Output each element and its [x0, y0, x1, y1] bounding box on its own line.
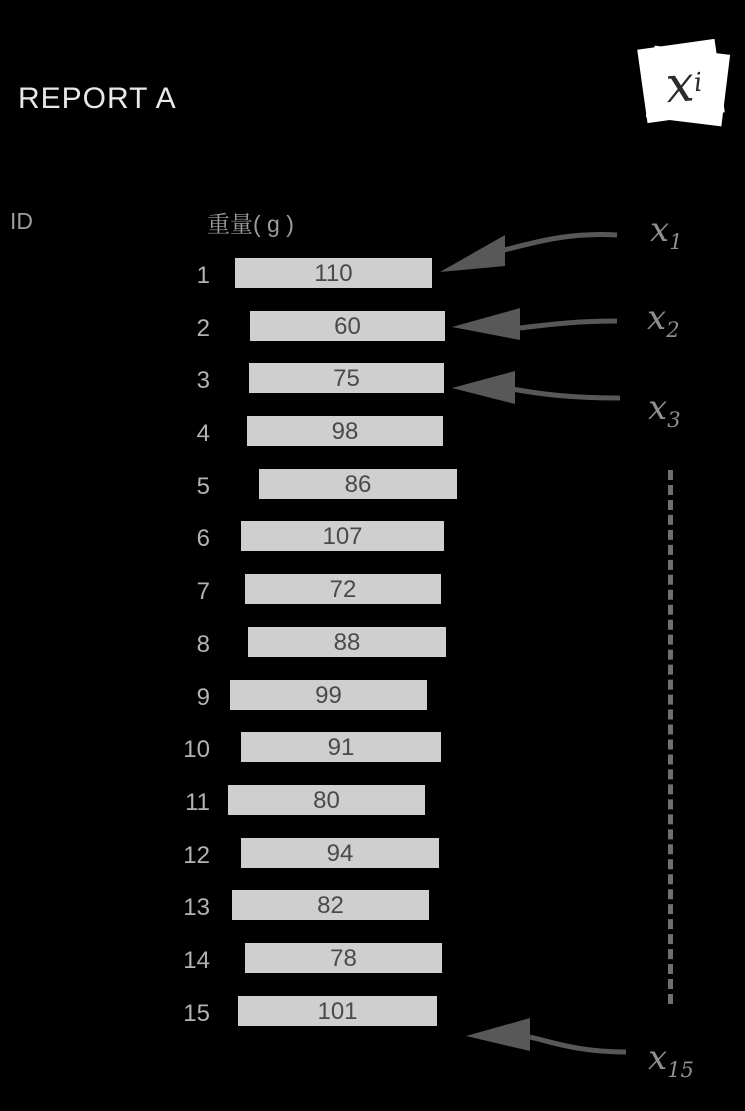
table-row	[0, 941, 745, 994]
table-row	[0, 994, 745, 1047]
bar	[259, 469, 457, 499]
bar-value: 80	[313, 786, 340, 814]
row-id: 8	[196, 630, 210, 658]
bar-value: 60	[334, 312, 361, 340]
table-row	[0, 309, 745, 362]
logo-glyph-sub: i	[692, 67, 704, 99]
bar-rows	[0, 256, 745, 1046]
bar-value: 78	[330, 944, 357, 972]
row-id: 9	[196, 683, 210, 711]
bar	[241, 732, 441, 762]
bar-value: 86	[344, 470, 372, 498]
table-row	[0, 730, 745, 783]
row-id: 7	[196, 578, 210, 606]
bar	[250, 311, 445, 341]
bar	[245, 574, 441, 604]
row-id: 6	[196, 525, 210, 553]
annotation-x1: $x_1$	[650, 210, 683, 254]
annotation-x3: $x_3$	[648, 388, 681, 432]
row-id: 15	[183, 999, 210, 1027]
bar	[238, 996, 437, 1026]
bar-value: 72	[329, 576, 357, 604]
table-row	[0, 361, 745, 414]
bar	[230, 680, 427, 710]
table-row	[0, 678, 745, 731]
annotation-x2: $x_2$	[647, 298, 680, 342]
bar-value: 101	[317, 997, 358, 1025]
logo-glyph	[635, 35, 733, 133]
logo-sticky-note	[638, 38, 730, 130]
table-row	[0, 256, 745, 309]
table-row	[0, 414, 745, 467]
row-id: 13	[183, 894, 210, 922]
row-id: 2	[196, 314, 210, 342]
logo-glyph-x: x	[663, 54, 696, 115]
bar-value: 75	[333, 365, 360, 393]
row-id: 4	[196, 420, 210, 448]
table-row	[0, 888, 745, 941]
column-header-id: ID	[10, 208, 33, 234]
bar	[235, 258, 432, 288]
bar	[247, 416, 443, 446]
bar	[249, 363, 444, 393]
bar-value: 99	[315, 681, 342, 709]
bar-value: 88	[333, 628, 361, 656]
table-row	[0, 625, 745, 678]
bar-value: 110	[314, 260, 353, 287]
table-row	[0, 467, 745, 520]
bar	[241, 838, 439, 868]
table-row	[0, 519, 745, 572]
bar	[232, 890, 429, 920]
row-id: 3	[196, 367, 210, 395]
bar-value: 107	[322, 523, 363, 551]
table-row	[0, 836, 745, 889]
table-row	[0, 572, 745, 625]
row-id: 10	[183, 736, 210, 764]
arrow-line-x1	[500, 235, 617, 251]
row-id: 14	[183, 946, 210, 974]
row-id: 5	[196, 472, 210, 500]
bar	[241, 521, 444, 551]
row-id: 12	[183, 841, 210, 869]
bar	[248, 627, 446, 657]
column-header-weight: 重量( g )	[207, 211, 294, 237]
page-title: REPORT A	[18, 82, 177, 115]
bar-value: 98	[331, 418, 359, 446]
row-id: 11	[185, 788, 210, 816]
dashed-connector	[668, 470, 673, 1004]
bar-value: 82	[317, 892, 344, 920]
bar	[228, 785, 425, 815]
bar-value: 91	[327, 734, 355, 762]
bar	[245, 943, 442, 973]
bar-value: 94	[326, 839, 354, 867]
annotation-x15: $x_{15}$	[648, 1038, 694, 1082]
table-row	[0, 783, 745, 836]
row-id: 1	[196, 262, 210, 289]
